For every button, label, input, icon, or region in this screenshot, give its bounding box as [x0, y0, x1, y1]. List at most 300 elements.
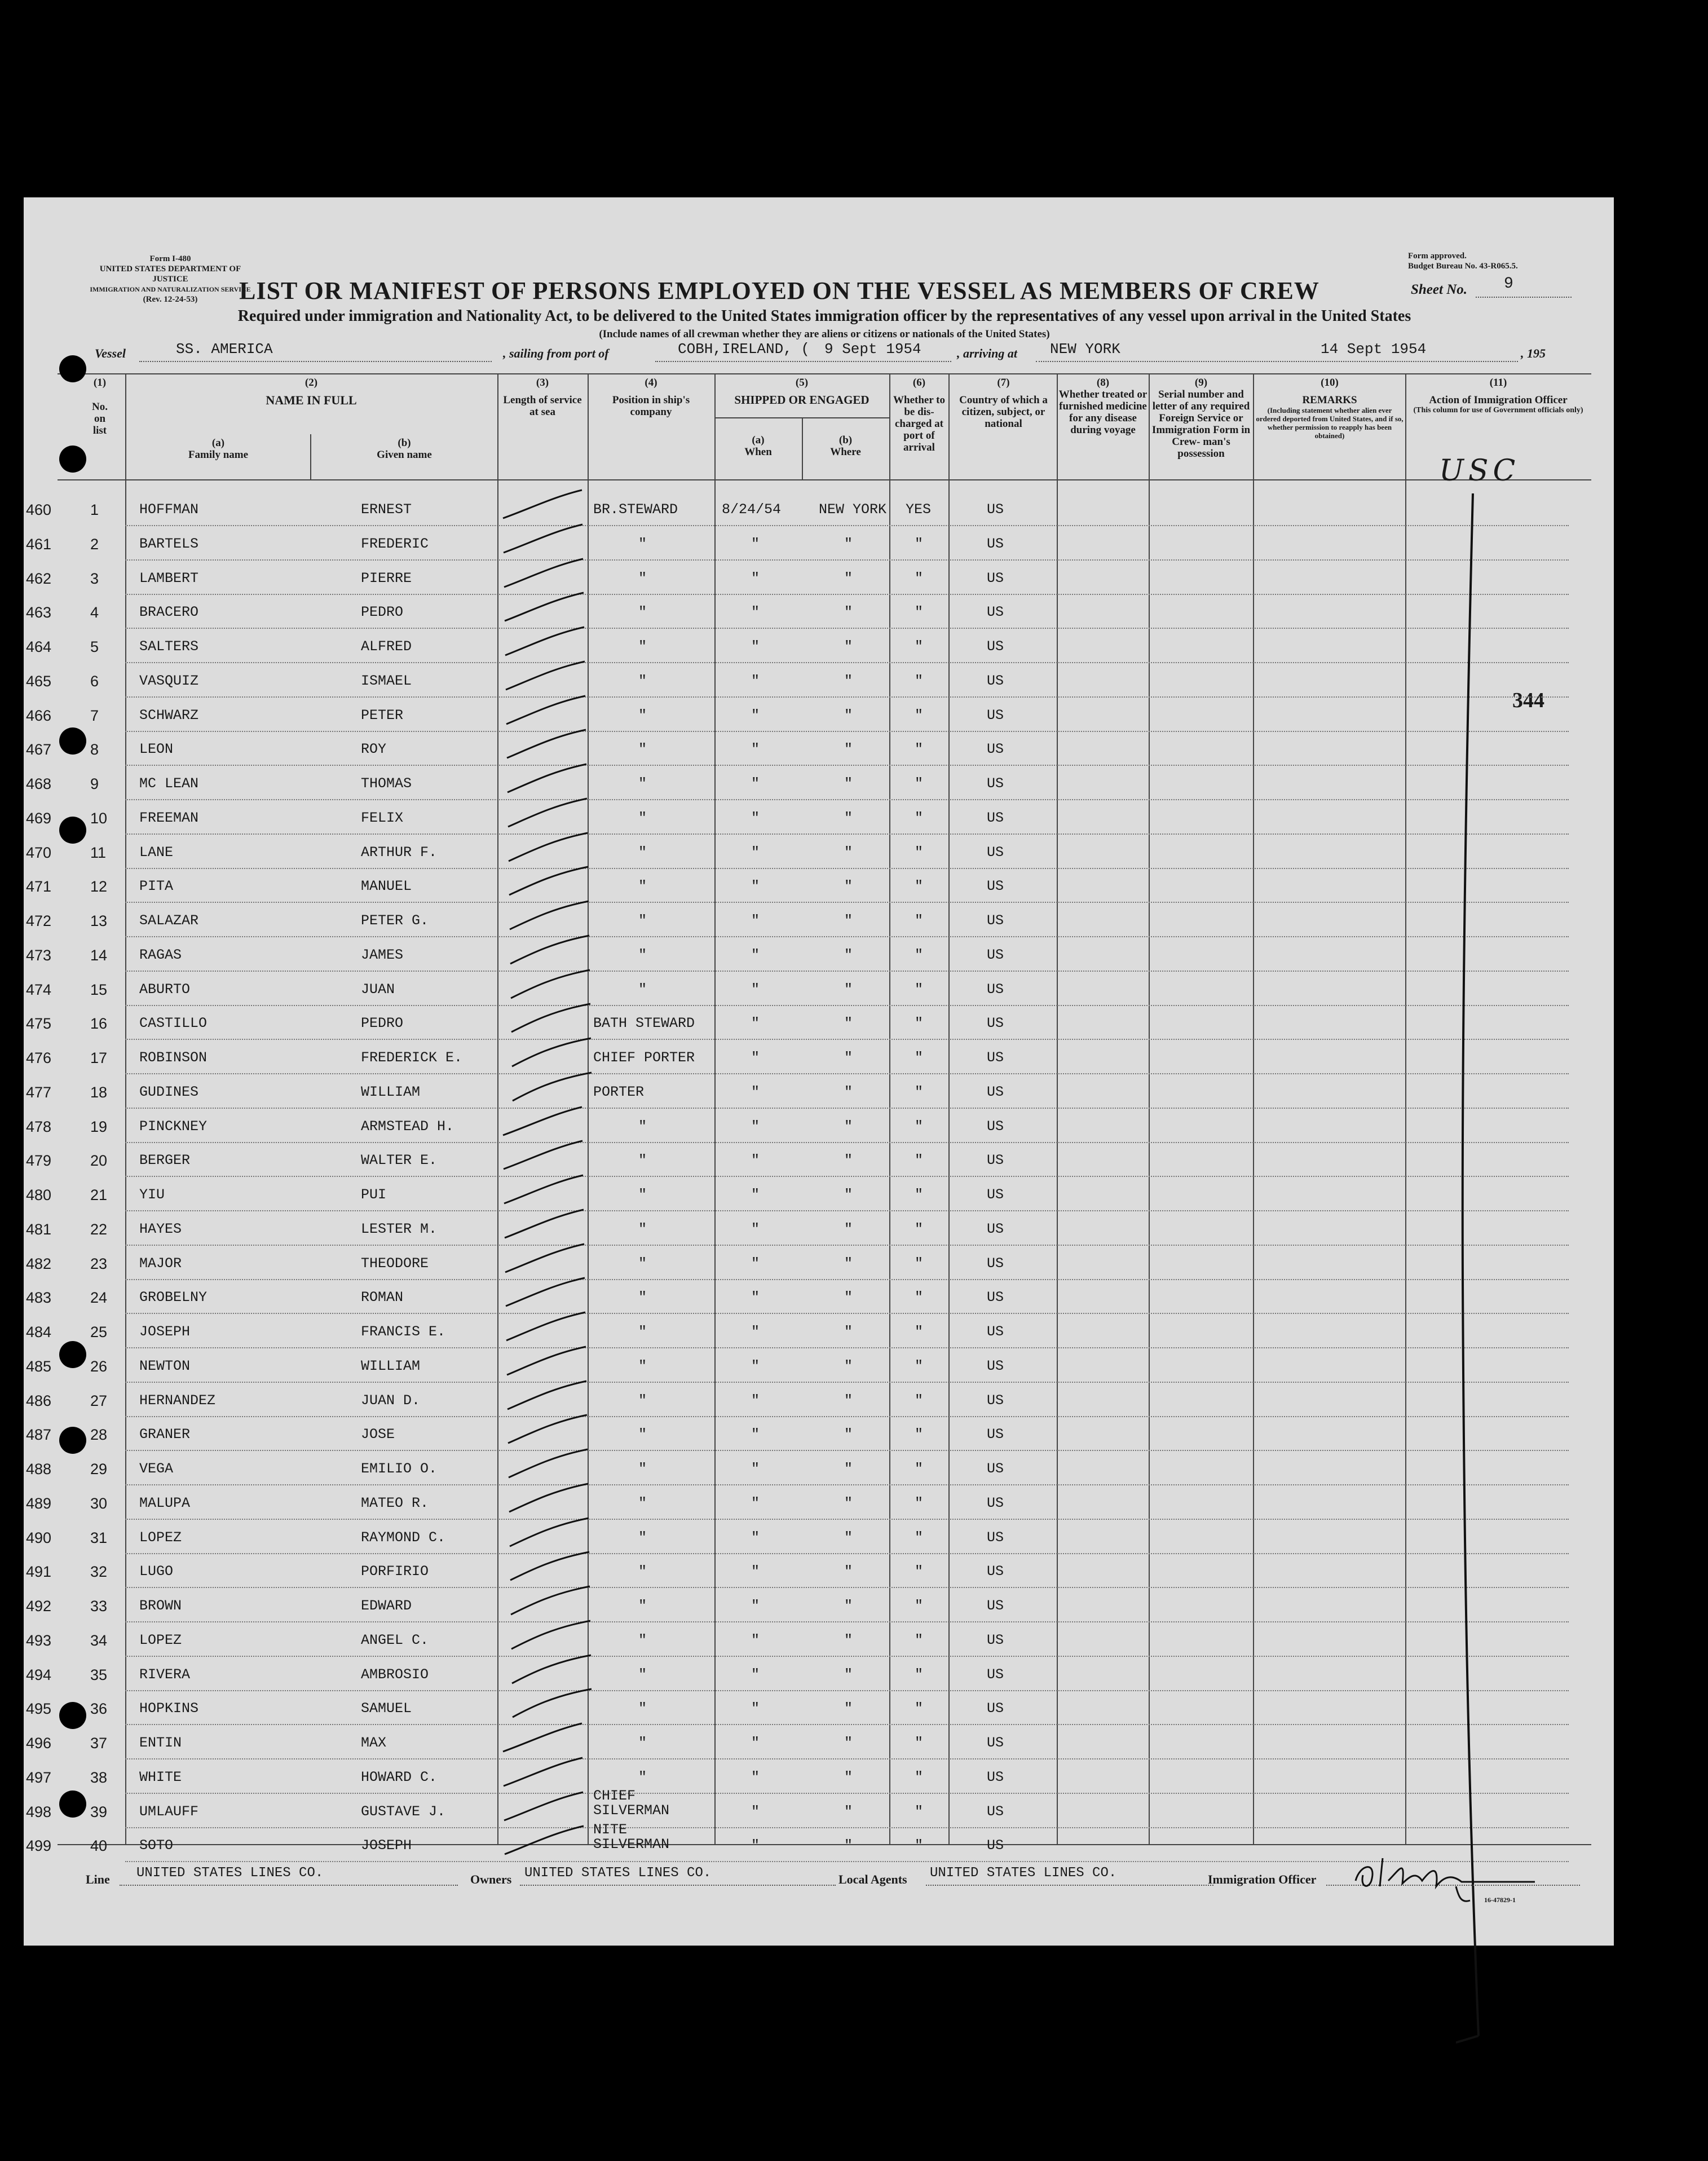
departure-date: 9 Sept 1954 [824, 341, 921, 358]
form-approved: Form approved. [1408, 252, 1467, 261]
list-number-outer: 470 [26, 844, 52, 861]
given-name: ROMAN [361, 1289, 404, 1306]
punch-hole [59, 727, 86, 755]
position: BATH STEWARD [593, 1015, 695, 1032]
row-number: 5 [90, 638, 99, 655]
given-name: EDWARD [361, 1598, 412, 1614]
service-check-mark [492, 1308, 604, 1347]
where-header: (b) Where [830, 434, 861, 458]
country: US [987, 535, 1004, 552]
shipped-when: " [751, 1357, 760, 1374]
country: US [987, 809, 1004, 826]
table-row [24, 1727, 1614, 1761]
row-number: 7 [90, 707, 99, 724]
col2-header: (2) NAME IN FULL [266, 377, 357, 407]
arrival-date: 14 Sept 1954 [1321, 341, 1427, 358]
country: US [987, 844, 1004, 861]
given-name: THOMAS [361, 775, 412, 792]
row-number: 30 [90, 1494, 108, 1512]
position: " [638, 981, 647, 998]
shipped-when: " [751, 809, 760, 826]
service-check-mark [492, 1788, 604, 1827]
table-row [24, 1487, 1614, 1521]
service-check-mark [492, 725, 604, 765]
family-name: UMLAUFF [139, 1803, 199, 1820]
family-name: LAMBERT [139, 570, 199, 586]
given-name: PIERRE [361, 570, 412, 586]
shipped-where: " [844, 1666, 853, 1683]
shipped-when: " [751, 1289, 760, 1306]
shipped-when: " [751, 672, 760, 689]
shipped-where: " [844, 1392, 853, 1409]
list-number-outer: 488 [26, 1461, 52, 1478]
row-number: 39 [90, 1803, 108, 1820]
row-number: 6 [90, 672, 99, 690]
given-name: FREDERIC [361, 535, 429, 552]
list-number-outer: 497 [26, 1769, 52, 1786]
discharged-flag: " [915, 1803, 924, 1820]
col8-header: (8) Whether treated or furnished medicine for any disease during voyage [1058, 377, 1148, 436]
service-check-mark [492, 1582, 604, 1621]
shipped-when: " [751, 1083, 760, 1100]
shipped-where: " [844, 707, 853, 724]
row-number: 22 [90, 1220, 108, 1238]
shipped-where: " [844, 1631, 853, 1648]
table-row [24, 1042, 1614, 1075]
service-check-mark [492, 1377, 604, 1416]
country: US [987, 570, 1004, 586]
col1-header: (1) No. on list [92, 377, 108, 436]
list-number-outer: 479 [26, 1152, 52, 1170]
position: " [638, 1255, 647, 1272]
table-row [24, 1521, 1614, 1555]
given-name: ALFRED [361, 638, 412, 655]
service-check-mark [492, 1034, 604, 1073]
row-number: 18 [90, 1083, 108, 1101]
table-row [24, 1418, 1614, 1452]
arrival-line [1036, 361, 1518, 362]
table-row [24, 1453, 1614, 1487]
table-row [24, 733, 1614, 767]
position: " [638, 604, 647, 621]
discharged-flag: " [915, 1598, 924, 1614]
shipped-when: " [751, 1049, 760, 1066]
form-note: (Include names of all crewman whether they are aliens or citizens or nationals of the United States) [599, 328, 1050, 340]
shipped-where: " [844, 1803, 853, 1820]
discharged-flag: " [915, 741, 924, 758]
country: US [987, 1598, 1004, 1614]
family-name: WHITE [139, 1769, 182, 1785]
family-name: MAJOR [139, 1255, 182, 1272]
sheet-number: 9 [1504, 275, 1513, 293]
family-name: ENTIN [139, 1735, 182, 1751]
family-name: HERNANDEZ [139, 1392, 216, 1409]
table-row [24, 905, 1614, 938]
shipped-where: " [844, 1769, 853, 1785]
given-name: HOWARD C. [361, 1769, 438, 1785]
shipped-where: " [844, 570, 853, 586]
punch-hole [59, 355, 86, 382]
col11-header: (11) Action of Immigration Officer (This column for use of Government officials only) [1413, 377, 1583, 414]
table-row [24, 562, 1614, 596]
discharged-flag: " [915, 1631, 924, 1648]
country: US [987, 1152, 1004, 1169]
table-row [24, 1555, 1614, 1589]
punch-hole [59, 1341, 86, 1368]
country: US [987, 1494, 1004, 1511]
country: US [987, 878, 1004, 895]
shipped-where: " [844, 1255, 853, 1272]
list-number-outer: 475 [26, 1015, 52, 1033]
col4-header: (4) Position in ship's company [612, 377, 690, 418]
table-row [24, 973, 1614, 1007]
shipped-when: " [751, 1220, 760, 1237]
country: US [987, 775, 1004, 792]
discharged-flag: " [915, 1324, 924, 1340]
position: " [638, 878, 647, 895]
shipped-when: " [751, 946, 760, 963]
position: " [638, 1289, 647, 1306]
position: " [638, 707, 647, 724]
discharged-flag: " [915, 535, 924, 552]
list-number-outer: 495 [26, 1700, 52, 1718]
position: " [638, 1563, 647, 1580]
shipped-when: " [751, 741, 760, 758]
shipped-when: " [751, 1255, 760, 1272]
list-number-outer: 489 [26, 1494, 52, 1512]
shipped-when: " [751, 878, 760, 895]
position: " [638, 1392, 647, 1409]
family-name: LEON [139, 741, 174, 758]
service-check-mark [492, 1102, 604, 1142]
shipped-where: " [844, 672, 853, 689]
country: US [987, 1563, 1004, 1580]
shipped-where: " [844, 1563, 853, 1580]
shipped-when: " [751, 1187, 760, 1203]
table-row [24, 1350, 1614, 1384]
given-name: PETER [361, 707, 404, 724]
position: " [638, 1187, 647, 1203]
table-row [24, 1144, 1614, 1178]
position: " [638, 1529, 647, 1546]
shipped-when: " [751, 844, 760, 861]
shipped-where: " [844, 1015, 853, 1032]
position: " [638, 535, 647, 552]
table-row [24, 630, 1614, 664]
manifest-sheet [24, 197, 1614, 1946]
form-number: Form I-480 [149, 254, 191, 263]
country: US [987, 1461, 1004, 1477]
family-name: BARTELS [139, 535, 199, 552]
given-name-header: (b) Given name [377, 437, 432, 461]
list-number-outer: 462 [26, 570, 52, 587]
position: " [638, 570, 647, 586]
country: US [987, 604, 1004, 621]
col5-header: (5) SHIPPED OR ENGAGED [734, 377, 870, 407]
country: US [987, 981, 1004, 998]
family-name: CASTILLO [139, 1015, 208, 1032]
row-number: 2 [90, 535, 99, 553]
discharged-flag: " [915, 672, 924, 689]
row-number: 27 [90, 1392, 108, 1409]
service-check-mark [492, 1514, 604, 1553]
position: " [638, 946, 647, 963]
family-name: FREEMAN [139, 809, 199, 826]
shipped-when: " [751, 570, 760, 586]
country: US [987, 1015, 1004, 1032]
family-name: BERGER [139, 1152, 191, 1169]
family-name: SALAZAR [139, 912, 199, 929]
country: US [987, 638, 1004, 655]
shipped-when: " [751, 535, 760, 552]
country: US [987, 1426, 1004, 1443]
service-check-mark [492, 588, 604, 628]
discharged-flag: " [915, 1049, 924, 1066]
row-number: 13 [90, 912, 108, 929]
position: " [638, 1494, 647, 1511]
row-number: 28 [90, 1426, 108, 1444]
position: " [638, 1735, 647, 1751]
list-number-outer: 491 [26, 1563, 52, 1581]
row-number: 24 [90, 1289, 108, 1307]
service-check-mark [492, 1753, 604, 1793]
list-number-outer: 493 [26, 1631, 52, 1649]
officer-signature [1349, 1847, 1552, 1909]
line-name: UNITED STATES LINES CO. [136, 1865, 324, 1881]
country: US [987, 1700, 1004, 1717]
agents-label: Local Agents [838, 1872, 907, 1886]
given-name: THEODORE [361, 1255, 429, 1272]
shipped-where: " [844, 1735, 853, 1751]
discharged-flag: " [915, 844, 924, 861]
shipped-where: " [844, 1049, 853, 1066]
row-number: 34 [90, 1631, 108, 1649]
service-check-mark [492, 1616, 604, 1656]
position: " [638, 1357, 647, 1374]
country: US [987, 707, 1004, 724]
table-row [24, 1624, 1614, 1658]
list-number-outer: 484 [26, 1324, 52, 1340]
discharged-flag: " [915, 946, 924, 963]
country: US [987, 1289, 1004, 1306]
sailing-label: , sailing from port of [503, 346, 609, 360]
family-name: RAGAS [139, 946, 182, 963]
table-row [24, 1076, 1614, 1110]
arrival-port: NEW YORK [1050, 341, 1120, 358]
shipped-when: 8/24/54 [722, 501, 782, 518]
country: US [987, 1837, 1004, 1854]
position: " [638, 1631, 647, 1648]
given-name: JOSE [361, 1426, 395, 1443]
row-number: 9 [90, 775, 99, 792]
row-number: 40 [90, 1837, 108, 1855]
shipped-when: " [751, 604, 760, 621]
family-name: NEWTON [139, 1357, 191, 1374]
shipped-when: " [751, 1015, 760, 1032]
shipped-when: " [751, 707, 760, 724]
row-number: 12 [90, 878, 108, 896]
country: US [987, 1392, 1004, 1409]
country: US [987, 1187, 1004, 1203]
shipped-when: " [751, 1529, 760, 1546]
given-name: JOSEPH [361, 1837, 412, 1854]
table-row [24, 1007, 1614, 1041]
given-name: PORFIRIO [361, 1563, 429, 1580]
discharged-flag: " [915, 809, 924, 826]
country: US [987, 1735, 1004, 1751]
row-number: 14 [90, 946, 108, 964]
discharged-flag: " [915, 1083, 924, 1100]
shipped-where: " [844, 1529, 853, 1546]
country: US [987, 1803, 1004, 1820]
discharged-flag: " [915, 912, 924, 929]
country: US [987, 946, 1004, 963]
col7-header: (7) Country of which a citizen, subject, or national [959, 377, 1048, 430]
table-row [24, 699, 1614, 733]
table-row [24, 1247, 1614, 1281]
given-name: FREDERICK E. [361, 1049, 463, 1066]
table-row [24, 596, 1614, 630]
vessel-name: SS. AMERICA [176, 341, 273, 358]
family-name: ROBINSON [139, 1049, 208, 1066]
service-check-mark [492, 1651, 604, 1690]
service-check-mark [492, 657, 604, 696]
when-header: (a) When [744, 434, 772, 458]
position: BR.STEWARD [593, 501, 678, 518]
table-row [24, 1110, 1614, 1144]
row-number: 19 [90, 1118, 108, 1135]
service-check-mark [492, 1240, 604, 1279]
shipped-when: " [751, 1118, 760, 1135]
position: " [638, 912, 647, 929]
position: " [638, 844, 647, 861]
discharged-flag: " [915, 775, 924, 792]
service-check-mark [492, 1342, 604, 1382]
department-name: UNITED STATES DEPARTMENT OF JUSTICE [99, 264, 241, 284]
page-count-stamp: 344 [1512, 689, 1544, 712]
discharged-flag: " [915, 707, 924, 724]
row-number: 8 [90, 741, 99, 758]
punch-hole [59, 446, 86, 473]
punch-hole [59, 817, 86, 844]
table-row [24, 665, 1614, 699]
list-number-outer: 474 [26, 981, 52, 998]
row-number: 29 [90, 1461, 108, 1478]
shipped-when: " [751, 638, 760, 655]
col9-header: (9) Serial number and letter of any required Foreign Service or Immigration Form in Crew- man's possession [1151, 377, 1251, 460]
row-number: 25 [90, 1324, 108, 1340]
shipped-when: " [751, 912, 760, 929]
service-check-mark [492, 1068, 604, 1108]
given-name: ARMSTEAD H. [361, 1118, 454, 1135]
position: " [638, 672, 647, 689]
table-row [24, 493, 1614, 527]
given-name: FRANCIS E. [361, 1324, 446, 1340]
row-number: 33 [90, 1598, 108, 1615]
shipped-where: " [844, 1461, 853, 1477]
service-check-mark [492, 965, 604, 1005]
table-row [24, 870, 1614, 904]
list-number-outer: 468 [26, 775, 52, 792]
given-name: ANGEL C. [361, 1631, 429, 1648]
shipped-where: " [844, 1083, 853, 1100]
given-name: GUSTAVE J. [361, 1803, 446, 1820]
row-number: 20 [90, 1152, 108, 1170]
punch-hole [59, 1427, 86, 1454]
position: CHIEF SILVERMAN [593, 1787, 670, 1819]
table-row [24, 768, 1614, 801]
revision-date: (Rev. 12-24-53) [143, 295, 198, 304]
discharged-flag: " [915, 1392, 924, 1409]
shipped-where: " [844, 809, 853, 826]
list-number-outer: 499 [26, 1837, 52, 1855]
family-name: PITA [139, 878, 174, 895]
shipped-where: " [844, 1598, 853, 1614]
family-name: VASQUIZ [139, 672, 199, 689]
list-number-outer: 461 [26, 535, 52, 553]
list-number-outer: 494 [26, 1666, 52, 1683]
country: US [987, 741, 1004, 758]
punch-hole [59, 1790, 86, 1818]
family-name: SOTO [139, 1837, 174, 1854]
given-name: RAYMOND C. [361, 1529, 446, 1546]
punch-hole [59, 1702, 86, 1729]
position: " [638, 809, 647, 826]
approval-block [1408, 251, 1577, 271]
discharged-flag: " [915, 1837, 924, 1854]
service-check-mark [492, 828, 604, 868]
table-row [24, 1761, 1614, 1795]
list-number-outer: 467 [26, 741, 52, 758]
service-check-mark [492, 1136, 604, 1176]
family-name: LUGO [139, 1563, 174, 1580]
shipped-when: " [751, 1494, 760, 1511]
position: NITE SILVERMAN [593, 1822, 670, 1853]
position: " [638, 1666, 647, 1683]
service-name: IMMIGRATION AND NATURALIZATION SERVICE [90, 285, 251, 293]
departure-port: COBH,IRELAND, ( [678, 341, 810, 358]
vessel-line [139, 361, 492, 362]
list-number-outer: 486 [26, 1392, 52, 1409]
country: US [987, 1255, 1004, 1272]
list-number-outer: 478 [26, 1118, 52, 1135]
country: US [987, 1049, 1004, 1066]
position: " [638, 1152, 647, 1169]
family-name: GUDINES [139, 1083, 199, 1100]
shipped-where: " [844, 844, 853, 861]
table-row [24, 1281, 1614, 1315]
shipped-where: " [844, 1187, 853, 1203]
shipped-when: " [751, 1598, 760, 1614]
position: " [638, 638, 647, 655]
shipped-when: " [751, 1324, 760, 1340]
country: US [987, 672, 1004, 689]
shipped-where: NEW YORK [819, 501, 887, 518]
discharged-flag: " [915, 1118, 924, 1135]
position: " [638, 1118, 647, 1135]
row-number: 38 [90, 1769, 108, 1786]
discharged-flag: " [915, 981, 924, 998]
shipped-where: " [844, 1289, 853, 1306]
table-row [24, 1787, 1614, 1829]
given-name: WALTER E. [361, 1152, 438, 1169]
shipped-when: " [751, 1152, 760, 1169]
discharged-flag: " [915, 1563, 924, 1580]
table-row [24, 1659, 1614, 1692]
row-number: 15 [90, 981, 108, 998]
form-subtitle: Required under immigration and Nationality Act, to be delivered to the United States immigration officer by the representatives of any vessel upon arrival in the United States [237, 307, 1411, 325]
shipped-where: " [844, 1837, 853, 1854]
